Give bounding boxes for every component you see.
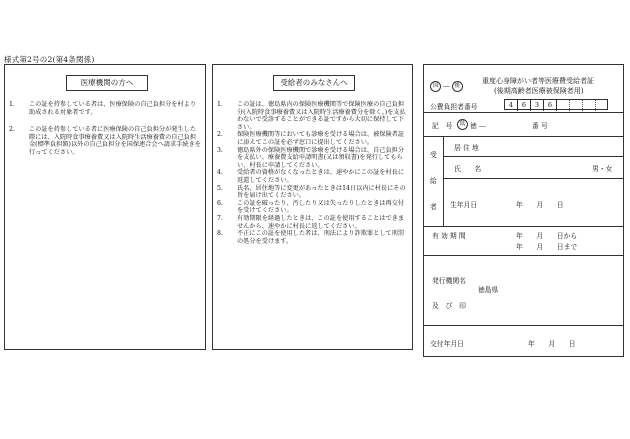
symbol-row (424, 113, 623, 137)
medical-notice-item-text: この証を持参している者は、医療保険の自己負担分を村より助成される対象者です。 (29, 101, 197, 116)
address-label: 居 住 地 (454, 144, 479, 152)
name-label: 氏 名 (454, 165, 482, 173)
validity-label: 有 効 期 間 (432, 232, 466, 240)
birth-label: 生年月日 (450, 201, 478, 209)
medical-panel-title: 医療機関の方へ (66, 75, 148, 91)
recipient-char-3: 者 (430, 203, 437, 211)
recipient-notice-item (217, 147, 408, 170)
recipient-char-1: 受 (430, 151, 437, 159)
address-row (444, 137, 623, 157)
recipient-notice-item-number: 2. (217, 131, 223, 139)
card-header-row (424, 65, 623, 113)
recipient-notice-item-text: この証を破ったり、汚したり又は失ったりしたときは再交付を受けてください。 (237, 199, 405, 215)
issuer-value: 徳島県 (478, 286, 499, 294)
burden-digit-box (583, 100, 596, 111)
recipient-notice-item-number: 6. (217, 199, 223, 207)
recipient-notice-item (217, 185, 408, 200)
burden-digit-box (570, 100, 583, 111)
number-label: 番 号 (532, 122, 548, 130)
issue-date-label: 交付年月日 (430, 340, 464, 348)
medical-notice-item-number: 2. (9, 126, 15, 134)
symbol-label: 記 号 (432, 122, 453, 130)
recipient-notice-item (217, 230, 408, 245)
recipient-notice-item (217, 169, 408, 184)
recipient-notice-list (217, 101, 408, 245)
recipient-notice-item (217, 131, 408, 146)
name-row (444, 157, 623, 179)
recipient-notice-item-text: 保険医療機関等においても診療を受ける場合は、被保険者証に添えてこの証を必ず窓口に提出してください。 (237, 131, 405, 146)
medical-notice-item (9, 126, 201, 156)
late-elderly-badge: 後 (452, 81, 463, 92)
issue-date-value: 年 月 日 (528, 340, 576, 348)
gender-options: 男・女 (592, 165, 613, 173)
medical-notice-list (9, 101, 201, 167)
recipient-notice-item (217, 200, 408, 215)
burden-digit-box: 3 (531, 100, 544, 111)
recipient-notice-item-text: 不正にこの証を使用した者は、刑法により詐欺罪として刑罰の処分を受けます。 (237, 230, 405, 245)
symbol-value: 徳 ― (470, 122, 486, 130)
birth-value: 年 月 日 (516, 201, 564, 209)
recipient-char-2: 給 (430, 177, 437, 185)
burden-number-label: 公費負担者番号 (430, 103, 478, 111)
recipient-notice-item-number: 1. (217, 101, 223, 108)
recipient-notice-item-text: 氏名、居住地等に変更があったときは14日以内に村長にその旨を届け出てください。 (237, 184, 406, 200)
national-badge: 国 (430, 81, 441, 92)
burden-number-boxes (504, 99, 608, 110)
issue-date-row (424, 326, 623, 358)
symbol-badge: 低 (457, 119, 468, 130)
recipient-notice-item-text: 受給者の資格がなくなったときは、速やかにこの証を村長に返還してください。 (237, 169, 405, 184)
card-subtitle: (後期高齢者医療被保険者用) (494, 87, 584, 95)
recipient-notice-item-number: 4. (217, 169, 223, 177)
medical-notice-item-number: 1. (9, 101, 15, 108)
validity-from: 年 月 日から (516, 232, 578, 240)
card-badges: 国 ― 後 (430, 81, 463, 92)
recipient-panel (212, 64, 413, 350)
medical-institution-panel (4, 64, 206, 350)
issuer-row (424, 256, 623, 326)
recipient-notice-item-number: 3. (217, 146, 223, 154)
burden-digit-box: 6 (518, 100, 531, 111)
recipient-notice-item (217, 101, 408, 131)
validity-row (424, 227, 623, 256)
medical-notice-item-text: この証を持参している者に医療保険の自己負担分が発生した際には、入院時食事療養費又は入院時生活療養費の自己負担金(標準負担額)以外の自己負担分を国保連合会へ請求手続きを行ってください。 (29, 126, 201, 156)
burden-digit-box (596, 100, 609, 111)
recipient-notice-item-number: 8. (217, 230, 223, 238)
issuer-label: 発行機関名 (432, 277, 466, 285)
issuer-seal-label: 及 び 印 (432, 302, 466, 310)
recipient-notice-item-number: 7. (217, 214, 223, 222)
form-number-label: 様式第2号の2(第4条関係) (4, 55, 95, 64)
medical-notice-item (9, 101, 201, 116)
recipient-notice-item-number: 5. (217, 184, 223, 192)
recipient-certificate-card (423, 64, 624, 357)
recipient-notice-item-text: この証は、徳島県内の保険医療機関等で保険医療の自己負担分(入院時食事療養費又は入院時生活療養費分を除く。)を支払わないで受診することができる証ですから大切に保持して下さい。 (237, 101, 406, 131)
recipient-panel-title: 受給者のみなさんへ (273, 75, 355, 91)
recipient-notice-item-text: 徳島県外の保険医療機関で診療を受ける場合は、自己負担分を支払い、療養費支給申請明書(又は領収書)を発行してもらい、村長に申請してください。 (237, 146, 405, 169)
recipient-notice-item-text: 有効期限を経過したときは、この証を使用することはできませんから、速やかに村長に返してください。 (237, 214, 405, 230)
card-title: 重度心身障がい者等医療費受給者証 (482, 77, 594, 85)
validity-to: 年 月 日まで (516, 243, 578, 251)
recipient-vertical-cell (424, 137, 444, 227)
burden-digit-box: 4 (505, 100, 518, 111)
burden-digit-box (557, 100, 570, 111)
burden-digit-box: 6 (544, 100, 557, 111)
recipient-notice-item (217, 215, 408, 230)
birth-row (444, 179, 623, 227)
